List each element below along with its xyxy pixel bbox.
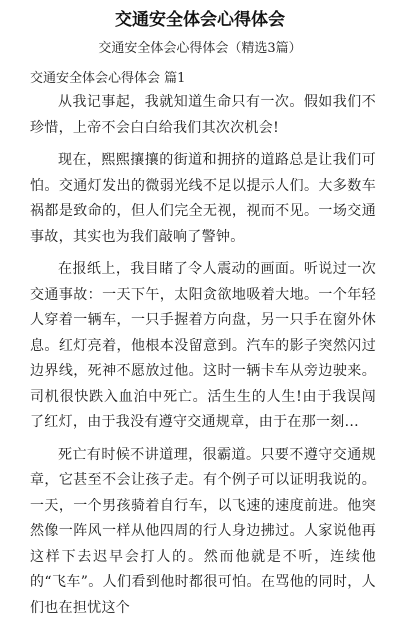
section-heading: 交通安全体会心得体会 篇1 [30,71,186,86]
paragraph: 死亡有时候不讲道理，很霸道。只要不遵守交通规章，它甚至不会让孩子走。有个例子可以证明我说的。一天，一个男孩骑着自行车，以飞速的速度前进。他突然像一阵风一样从他四周的行人身边拂过。人家说他再这样下去迟早会打人的。然而他就是不听，连续他的“飞车”。人们看到他时都很可怕。在骂他的同时，人们也在担忧这个 [30,446,376,616]
document-title: 交通安全体会心得体会 [115,10,285,30]
paragraph: 在报纸上，我目睹了令人震动的画面。听说过一次交通事故：一天下午，太阳贪欲地吸着大地。一个年轻人穿着一辆车，一只手握着方向盘，另一只手在窗外休息。红灯亮着，他根本没留意到。汽车的影子突然闪过边界线，死神不愿放过他。这时一辆卡车从旁边驶来。司机很快跌入血泊中死亡。活生生的人生!由于我误闯了红灯，由于我没有遵守交通规章，由于在那一刻... [30,261,376,430]
document-body [30,90,376,628]
document-subtitle: 交通安全体会心得体会（精选3篇） [98,41,302,56]
paragraph: 从我记事起，我就知道生命只有一次。假如我们不珍惜，上帝不会白白给我们其次次机会! [30,94,376,136]
paragraph: 现在，熙熙攘攘的街道和拥挤的道路总是让我们可怕。交通灯发出的微弱光线不足以提示人们。大多数车祸都是致命的，但人们完全无视，视而不见。一场交通事故，其实也为我们敲响了警钟。 [30,152,376,245]
